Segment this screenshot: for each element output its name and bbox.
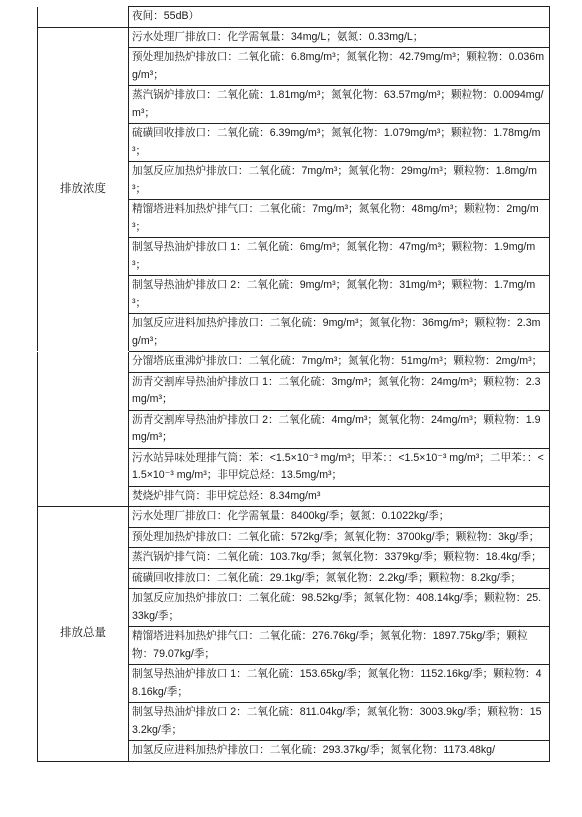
section-label-total: 排放总量 [38, 507, 129, 762]
list-item: 预处理加热炉排放口：二氧化硫：572kg/季；氮氧化物：3700kg/季；颗粒物：3kg/季； [129, 527, 550, 548]
table-row [38, 352, 550, 373]
list-item: 预处理加热炉排放口：二氧化硫：6.8mg/m³；氮氧化物：42.79mg/m³；颗粒物：0.036mg/m³； [129, 48, 550, 86]
list-item: 焚烧炉排气筒：非甲烷总烃：8.34mg/m³ [129, 486, 550, 507]
table-row [38, 27, 550, 48]
list-item: 加氢反应加热炉排放口：二氧化硫：98.52kg/季；氮氧化物：408.14kg/季；颗粒物：25.33kg/季； [129, 589, 550, 627]
emissions-table [37, 6, 550, 762]
list-item: 污水处理厂排放口：化学需氧量：34mg/L；氨氮：0.33mg/L； [129, 27, 550, 48]
list-item: 加氢反应加热炉排放口：二氧化硫：7mg/m³；氮氧化物：29mg/m³；颗粒物：1.8mg/m³； [129, 162, 550, 200]
list-item: 硫磺回收排放口：二氧化硫：6.39mg/m³；氮氧化物：1.079mg/m³；颗粒物：1.78mg/m³； [129, 124, 550, 162]
table-row [38, 507, 550, 528]
list-item: 加氢反应进料加热炉排放口：二氧化硫：293.37kg/季；氮氧化物：1173.48kg/ [129, 741, 550, 762]
list-item: 制氢导热油炉排放口 2：二氧化硫：9mg/m³；氮氧化物：31mg/m³；颗粒物：1.7mg/m³； [129, 276, 550, 314]
list-item: 精馏塔进料加热炉排气口：二氧化硫：7mg/m³；氮氧化物：48mg/m³；颗粒物：2mg/m³； [129, 200, 550, 238]
fragment-cell: 夜间：55dB） [129, 7, 550, 28]
list-item: 硫磺回收排放口：二氧化硫：29.1kg/季；氮氧化物：2.2kg/季；颗粒物：8.2kg/季； [129, 568, 550, 589]
table-row [38, 7, 550, 28]
list-item: 分馏塔底重沸炉排放口：二氧化硫：7mg/m³；氮氧化物：51mg/m³；颗粒物：2mg/m³； [129, 352, 550, 373]
list-item: 蒸汽锅炉排放口：二氧化硫：1.81mg/m³；氮氧化物：63.57mg/m³；颗粒物：0.0094mg/m³； [129, 86, 550, 124]
list-item: 加氢反应进料加热炉排放口：二氧化硫：9mg/m³；氮氧化物：36mg/m³；颗粒物：2.3mg/m³； [129, 314, 550, 352]
list-item: 污水站异味处理排气筒：苯：<1.5×10⁻³ mg/m³；甲苯：：<1.5×10⁻³ mg/m³；二甲苯：：<1.5×10⁻³ mg/m³；非甲烷总烃：13.5mg/m³； [129, 448, 550, 486]
section-label-concentration: 排放浓度 [38, 27, 129, 352]
blank-label-cell [38, 7, 129, 28]
list-item: 制氢导热油炉排放口 1：二氧化硫：6mg/m³；氮氧化物：47mg/m³；颗粒物：1.9mg/m³； [129, 238, 550, 276]
list-item: 沥青交割库导热油炉排放口 2：二氧化硫：4mg/m³；氮氧化物：24mg/m³；颗粒物：1.9mg/m³； [129, 410, 550, 448]
section-label-continued [38, 352, 129, 507]
list-item: 沥青交割库导热油炉排放口 1：二氧化硫：3mg/m³；氮氧化物：24mg/m³；颗粒物：2.3mg/m³； [129, 372, 550, 410]
list-item: 制氢导热油炉排放口 1：二氧化硫：153.65kg/季；氮氧化物：1152.16kg/季；颗粒物：48.16kg/季； [129, 665, 550, 703]
list-item: 精馏塔进料加热炉排气口：二氧化硫：276.76kg/季；氮氧化物：1897.75kg/季；颗粒物：79.07kg/季； [129, 627, 550, 665]
list-item: 污水处理厂排放口：化学需氧量：8400kg/季；氨氮：0.1022kg/季； [129, 507, 550, 528]
list-item: 蒸汽锅炉排气筒：二氧化硫：103.7kg/季；氮氧化物：3379kg/季；颗粒物：18.4kg/季； [129, 548, 550, 569]
list-item: 制氢导热油炉排放口 2：二氧化硫：811.04kg/季；氮氧化物：3003.9kg/季；颗粒物：153.2kg/季； [129, 703, 550, 741]
